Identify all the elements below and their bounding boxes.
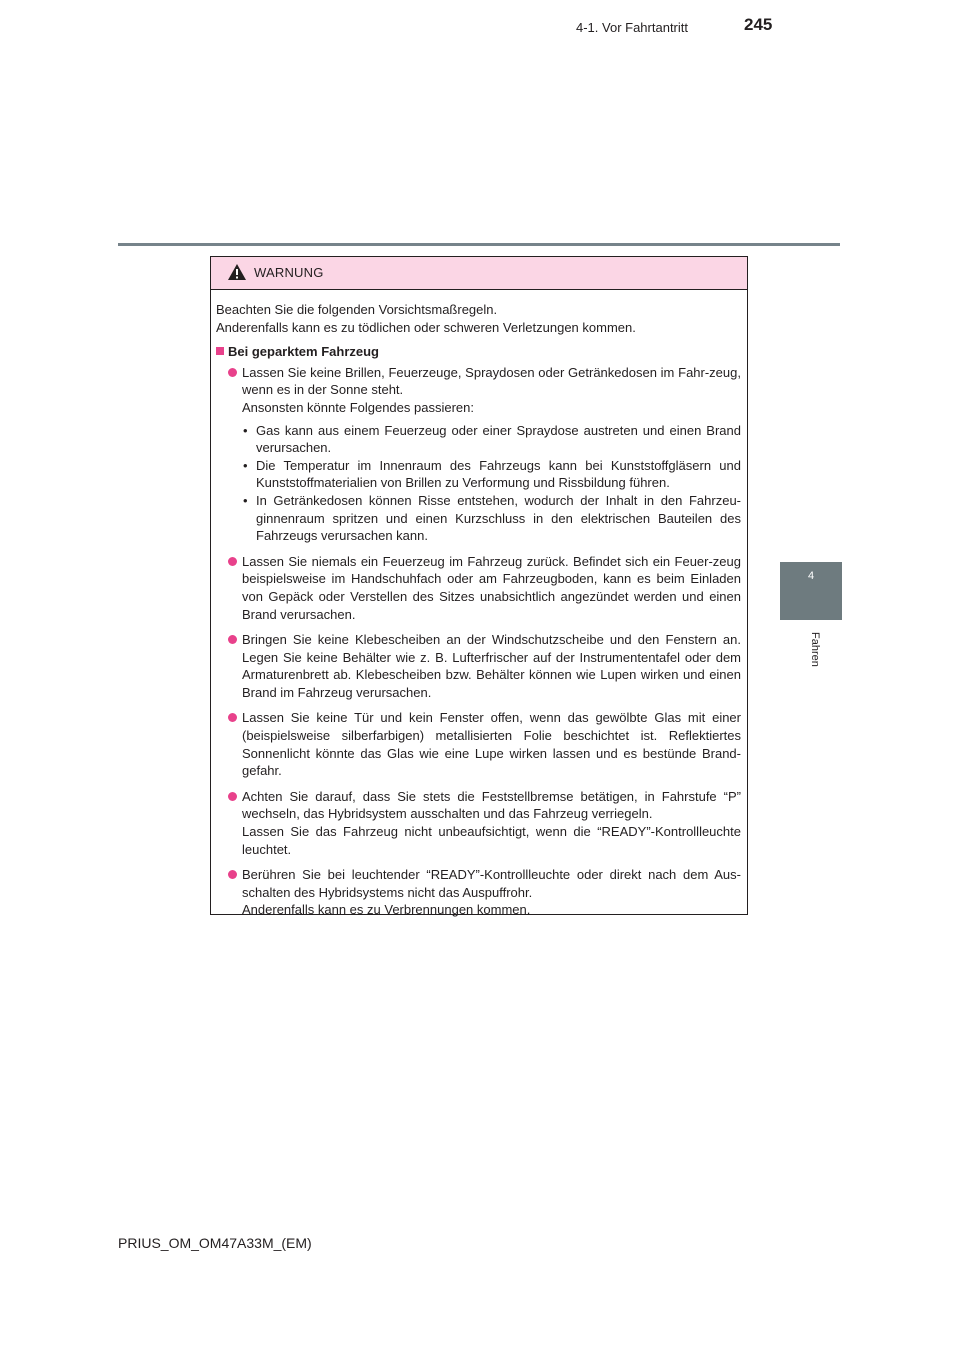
round-bullet-icon [228, 557, 237, 566]
item-text: Lassen Sie keine Brillen, Feuerzeuge, Spraydosen oder Getränkedosen im Fahr-zeug, wenn es in der Sonne steht. [242, 364, 741, 398]
sub-list-item: • Die Temperatur im Innenraum des Fahrzeugs kann bei Kunststoffgläsern und Kunststoffmaterialien von Brillen zu Verformung und Rissbildung führen. [243, 457, 741, 491]
chapter-label-text: Fahren [809, 632, 821, 667]
sub-list-item: • In Getränkedosen können Risse entstehen, wodurch der Inhalt in den Fahrzeu-ginnenraum spritzen und einen Kurzschluss in den elektrischen Bauteilen des Fahrzeugs verursachen kann. [243, 492, 741, 544]
item-text: Lassen Sie niemals ein Feuerzeug im Fahrzeug zurück. Befindet sich ein Feuer-zeug beispielsweise im Handschuhfach oder am Fahrzeugboden, kann es beim Einladen von Gepäck oder Verstellen des Sitzes unabsichtlich angezündet werden und einen Brand verursachen. [242, 553, 741, 622]
list-item [216, 553, 741, 623]
sub-item-text: In Getränkedosen können Risse entstehen, wodurch der Inhalt in den Fahrzeu-ginnenraum spritzen und einen Kurzschluss in den elektrischen Bauteilen des Fahrzeugs verursachen kann. [256, 492, 741, 544]
list-item [216, 631, 741, 701]
header-section-title: 4-1. Vor Fahrtantritt [576, 20, 688, 35]
header-divider [118, 243, 840, 246]
subheading [216, 343, 741, 361]
warning-intro [216, 301, 741, 336]
item-text: Bringen Sie keine Klebescheiben an der Windschutzscheibe und den Fenstern an. Legen Sie keine Behälter wie z. B. Lufterfrischer auf der Instrumententafel oder dem Armaturenbrett ab. Klebescheiben bzw. Behälter können wie Lupen wirken und einen Brand im Fahrzeug verursachen. [242, 632, 741, 700]
sub-list-item: • Gas kann aus einem Feuerzeug oder einer Spraydose austreten und einen Brand verursachen. [243, 422, 741, 456]
intro-line: Anderenfalls kann es zu tödlichen oder schweren Verletzungen kommen. [216, 319, 636, 335]
square-bullet-icon [216, 347, 224, 355]
item-text: Berühren Sie bei leuchtender “READY”-Kontrollleuchte oder direkt nach dem Aus-schalten des Hybridsystems nicht das Auspuffrohr. [242, 867, 741, 900]
subheading-text: Bei geparktem Fahrzeug [228, 344, 379, 360]
warning-box [210, 256, 748, 918]
warning-header [211, 257, 747, 290]
round-bullet-icon [228, 368, 237, 377]
warning-content [216, 301, 741, 927]
list-item [216, 788, 741, 858]
page-number: 245 [744, 15, 773, 34]
item-text: Ansonsten könnte Folgendes passieren: [242, 399, 474, 415]
list-item [216, 709, 741, 779]
item-text: Anderenfalls kann es zu Verbrennungen kommen. [242, 902, 531, 918]
intro-line: Beachten Sie die folgenden Vorsichtsmaßregeln. [216, 302, 498, 317]
round-bullet-icon [228, 792, 237, 801]
list-item [216, 866, 741, 919]
chapter-label [788, 632, 834, 672]
sub-item-text: Gas kann aus einem Feuerzeug oder einer Spraydose austreten und einen Brand verursachen. [256, 422, 741, 456]
round-bullet-icon [228, 870, 237, 879]
item-text: Achten Sie darauf, dass Sie stets die Feststellbremse betätigen, in Fahrstufe “P” wechseln, das Hybridsystem ausschalten und das Fahrzeug verriegeln. [242, 788, 741, 822]
footer-model-code: PRIUS_OM_OM47A33M_(EM) [118, 1235, 312, 1251]
item-text: Lassen Sie keine Tür und kein Fenster offen, wenn das gewölbte Glas mit einer (beispielsweise silberfarbigen) metallisierten Folie beschichtet ist. Reflektiertes Sonnenlicht könnte das Glas wie eine Lupe wirken lassen und es bestünde Brand-gefahr. [242, 710, 741, 779]
chapter-number: 4 [807, 570, 815, 582]
list-item [216, 364, 741, 545]
warning-title: WARNUNG [254, 265, 324, 280]
chapter-tab [780, 562, 842, 620]
sub-item-text: Die Temperatur im Innenraum des Fahrzeugs kann bei Kunststoffgläsern und Kunststoffmaterialien von Brillen zu Verformung und Rissbildung führen. [256, 457, 741, 491]
round-bullet-icon [228, 635, 237, 644]
item-text: Lassen Sie das Fahrzeug nicht unbeaufsichtigt, wenn die “READY”-Kontrollleuchte leuchtet. [242, 824, 741, 857]
warning-triangle-icon [227, 263, 247, 281]
sub-list [242, 422, 741, 545]
round-bullet-icon [228, 713, 237, 722]
